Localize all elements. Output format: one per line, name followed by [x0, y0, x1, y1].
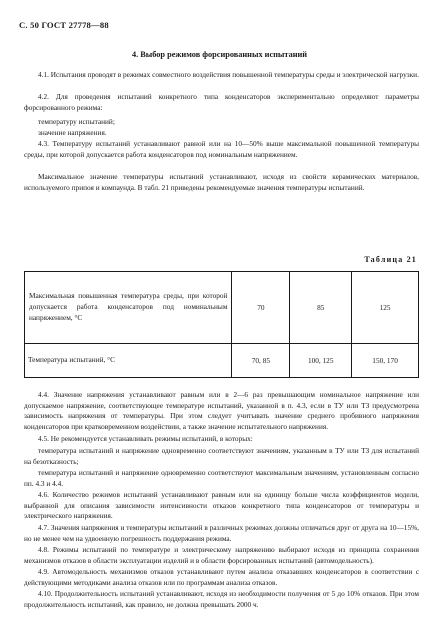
- paragraph-4-5-a: температура испытаний и напряжение одновременно соответствуют значениям, указанным в ТУ или ТЗ для испытаний на безотказность;: [24, 446, 419, 466]
- paragraph-4-5-b: температура испытаний и напряжение одновременно соответствуют максимальным значениям, установленным согласно пп. 4.3 и 4.4.: [24, 468, 419, 488]
- table-cell-label: Максимальная повышенная температура среды, при которой допускается работа конденсаторов под номинальным напряжением, °С: [25, 272, 232, 344]
- data-table: [24, 271, 419, 378]
- paragraph-4-10: 4.10. Продолжительность испытаний устанавливают, исходя из необходимости получения от 5 до 10% отказов. При этом продолжительность испытаний, как правило, не должна превышать 2000 ч.: [24, 589, 419, 609]
- table-row: [25, 272, 419, 344]
- list-item-voltage: значение напряжения.: [38, 128, 107, 137]
- table-cell-value: 125: [352, 272, 419, 344]
- paragraph-4-5: 4.5. Не рекомендуется устанавливать режимы испытаний, в которых:: [38, 434, 253, 443]
- paragraph-4-2: 4.2. Для проведения испытаний конкретного типа конденсаторов экспериментально определяют параметры форсированного режима:: [24, 92, 419, 112]
- section-title: 4. Выбор режимов форсированных испытаний: [131, 50, 308, 59]
- list-item-temperature: температуру испытаний;: [38, 117, 115, 126]
- paragraph-4-6: 4.6. Количество режимов испытаний устанавливают равным или на единицу больше числа коэффициентов модели, выбранной для описания зависимости интенсивности отказов конкретного типа конденсаторов от температуры и электрического напряжения.: [24, 490, 419, 521]
- table-cell-value: 70: [232, 272, 290, 344]
- paragraph-4-9: 4.9. Автомодельность механизмов отказов устанавливают путем анализа отказавших конденсаторов в соответствии с действующими методиками анализа отказов или по программам анализа отказов.: [24, 567, 419, 587]
- paragraph-4-3: 4.3. Температуру испытаний устанавливают равной или на 10—50% выше максимальной повышенной температуры среды, при которой допускается работа конденсаторов под номинальным напряжением.: [24, 139, 419, 159]
- running-head: С. 50 ГОСТ 27778—88: [19, 20, 109, 30]
- paragraph-4-4: 4.4. Значение напряжения устанавливают равным или в 2—6 раз превышающим номинальное напряжение или допускаемое напряжение, соответствующее температуре испытаний, указанной в п. 4.3, если в ТУ или ТЗ предусмотрена зависимость напряжения от температуры. При этом следует учитывать значение среднего пробивного напряжения конденсаторов при кратковременном воздействии, а также значение испытательного напряжения.: [24, 390, 419, 432]
- table-cell-value: 100, 125: [290, 344, 352, 378]
- table-cell-value: 150, 170: [352, 344, 419, 378]
- table-caption: Таблица 21: [364, 255, 417, 264]
- paragraph-4-3-continued: Максимальное значение температуры испытаний устанавливают, исходя из свойств керамических материалов, используемого припоя и компаунда. В табл. 21 приведены рекомендуемые значения температуры испытаний.: [24, 172, 419, 192]
- table-cell-value: 70, 85: [232, 344, 290, 378]
- table-row: [25, 344, 419, 378]
- paragraph-4-8: 4.8. Режимы испытаний по температуре и электрическому напряжению выбирают исходя из принципа сохранения механизмов отказов в области эксплуатации изделий и в области форсированных испытаний (автомодельность).: [24, 545, 419, 565]
- table-cell-value: 85: [290, 272, 352, 344]
- table-cell-label: Температура испытаний, °С: [25, 344, 232, 378]
- paragraph-4-7: 4.7. Значения напряжения и температуры испытаний в различных режимах должны отличаться друг от друга на 10—15%, но не менее чем на удвоенную погрешность поддержания режима.: [24, 523, 419, 543]
- paragraph-4-1: 4.1. Испытания проводят в режимах совместного воздействия повышенной температуры среды и электрической нагрузки.: [38, 70, 419, 79]
